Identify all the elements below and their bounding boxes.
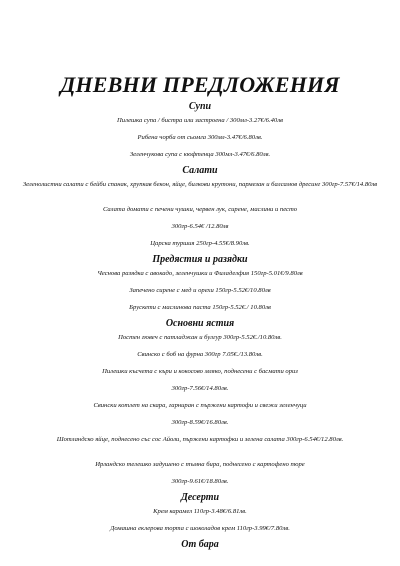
- section-heading-bar: От бара: [181, 539, 219, 550]
- menu-item: 300гр-7.56€/14.80лв.: [171, 385, 229, 392]
- menu-item: Рибена чорба от сьомга 300мл-3.47€/6.80лв.: [137, 134, 263, 141]
- menu-item: Постен гювеч с патладжан и булгур 300гр-5.52€./10.80лв.: [118, 334, 282, 341]
- section-heading-starters: Предястия и разядки: [152, 254, 248, 265]
- menu-item: Царска туршия 250гр-4.55€/8.90лв.: [150, 240, 250, 247]
- page-title: ДНЕВНИ ПРЕДЛОЖЕНИЯ: [60, 72, 340, 97]
- menu-item: Свински котлет на скара, гарниран с пържени картофи и свежи зеленчуци: [93, 402, 307, 409]
- menu-item: Зеленчукова супа с кюфтенца 300мл-3.47€/6.80лв.: [129, 151, 271, 158]
- menu-item: 300гр-6.54€ /12.80лв: [171, 223, 229, 230]
- menu-item: Ирландско телешко задушено с тъмна бира, поднесено с картофено пюре: [95, 461, 305, 468]
- menu-item: Свинско с боб на фурна 300гр 7.05€./13.80лв.: [137, 351, 263, 358]
- section-heading-mains: Основни ястия: [165, 318, 235, 329]
- section-heading-desserts: Десерти: [180, 492, 220, 503]
- menu-item: Крем карамел 110гр-3.48€/6.81лв.: [153, 508, 247, 515]
- menu-item: 300гр-8.59€/16.80лв.: [171, 419, 229, 426]
- menu-item: Брускети с маслинова паста 150гр-5.52€./ 10.80лв: [129, 304, 271, 311]
- menu-item: Зеленолистни салати с бейби спанак, хрупкав бекон, яйце, билкови крутони, пармезан и балсамов дресинг 300гр-7.57€/14.80лв: [22, 181, 378, 188]
- section-heading-salads: Салати: [182, 165, 218, 176]
- menu-item: Запечено сирене с мед и орехи 150гр-5.52€/10.80лв: [129, 287, 271, 294]
- menu-item: Домашна еклерова торта с шоколадов крем 110гр-3.99€/7.80лв.: [110, 525, 290, 532]
- section-heading-soups: Супи: [188, 101, 212, 112]
- menu-item: Шотландско яйце, поднесено със сос Айоли, пържени картофки и зелена салата 300гр-6.54€/12.80лв.: [56, 436, 344, 443]
- menu-item: 300гр-9.61€/18.80лв.: [171, 478, 229, 485]
- menu-item: Чеснова разядка с авокадо, зеленчушки и Филаделфия 150гр-5.01€/9.80лв: [97, 270, 303, 277]
- menu-item: Пилешки късчета с къри и кокосово мляко, поднесени с басмати ориз: [102, 368, 298, 375]
- menu-item: Пилешка супа / бистра или застроена / 300мл-3.27€/6.40лв: [117, 117, 283, 124]
- menu-item: Салата домати с печени чушки, червен лук, сирене, маслини и песто: [102, 206, 298, 213]
